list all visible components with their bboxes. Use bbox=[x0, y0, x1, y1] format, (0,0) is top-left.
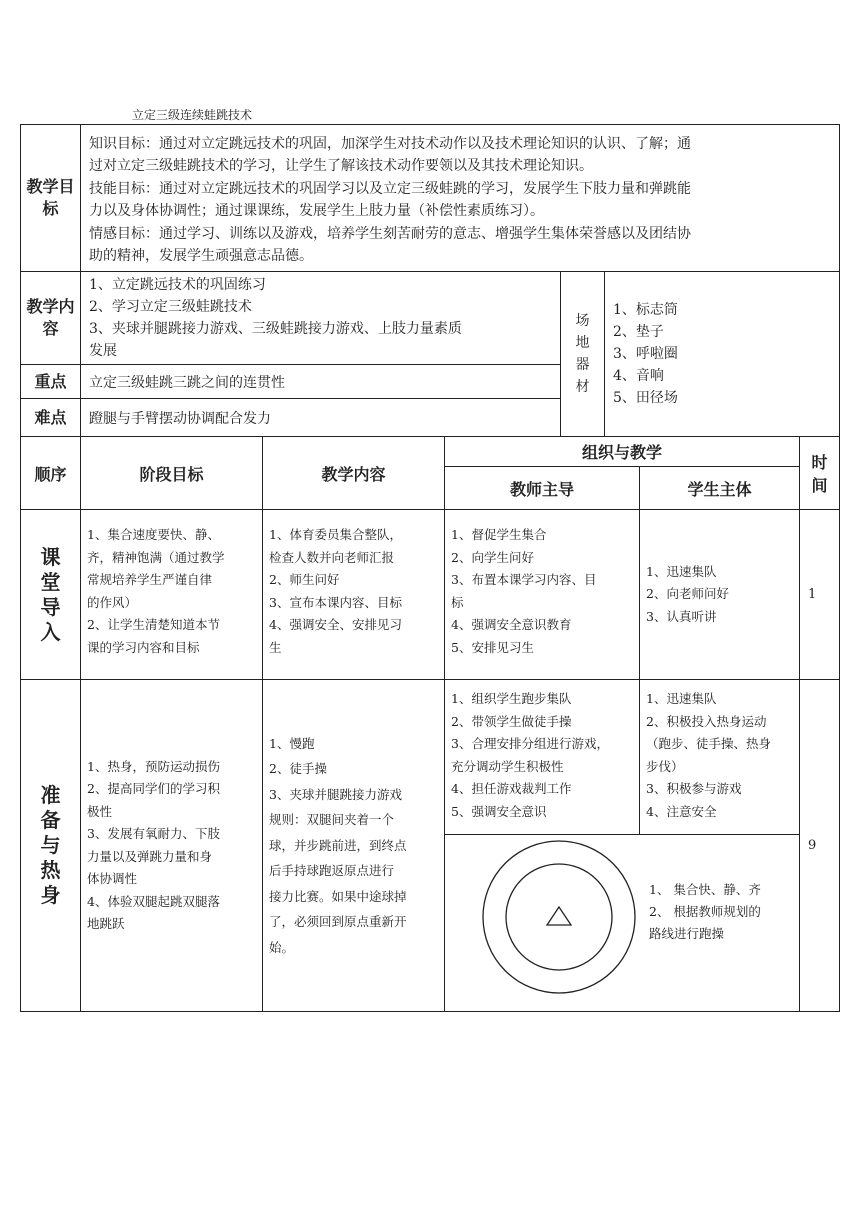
objectives-line: 助的精神，发展学生顽强意志品德。 bbox=[89, 248, 313, 265]
venue-equipment-list: 1、标志筒 2、垫子 3、呼啦圈 4、音响 5、田径场 bbox=[605, 272, 840, 437]
venue-label: 场 地 器 材 bbox=[561, 272, 605, 437]
objectives-line: 知识目标：通过对立定跳远技术的巩固，加深学生对技术动作以及技术理论知识的认识、了解；通 bbox=[89, 136, 691, 152]
intro-content: 1、体育委员集合整队， 检查人数并向老师汇报 2、师生问好 3、宣布本课内容、目标 4、强调安全、安排见习 生 bbox=[263, 510, 445, 680]
teacher-triangle-icon bbox=[547, 907, 571, 925]
intro-goal: 1、集合速度要快、静、 齐，精神饱满（通过教学 常规培养学生严谨自律 的作风） 2、让学生清楚知道本节 课的学习内容和目标 bbox=[81, 510, 263, 680]
warmup-student: 1、迅速集队 2、积极投入热身运动 （跑步、徒手操、热身 步伐） 3、积极参与游戏 4、注意安全 bbox=[640, 680, 800, 835]
objectives-line: 力以及身体协调性；通过课课练，发展学生上肢力量（补偿性素质练习）。 bbox=[89, 203, 544, 220]
key-point-text: 立定三级蛙跳三跳之间的连贯性 bbox=[81, 365, 561, 399]
header-student-centered: 学生主体 bbox=[640, 467, 800, 510]
intro-student: 1、迅速集队 2、向老师问好 3、认真听讲 bbox=[640, 510, 800, 680]
warmup-formation-diagram bbox=[445, 835, 800, 1012]
objectives-line: 过对立定三级蛙跳技术的学习，让学生了解该技术动作要领以及其技术理论知识。 bbox=[89, 158, 593, 175]
lesson-procedure-table bbox=[20, 436, 840, 1012]
objectives-text bbox=[81, 125, 840, 272]
header-organization: 组织与教学 bbox=[445, 437, 800, 467]
header-stage-goal: 阶段目标 bbox=[81, 437, 263, 510]
warmup-content: 1、慢跑 2、徒手操 3、夹球并腿跳接力游戏 规则：双腿间夹着一个 球，并步跳前进，到终点 后手持球跑返原点进行 接力比赛。如果中途球掉 了，必须回到原点重新开 始。 bbox=[263, 680, 445, 1012]
running-track-diagram bbox=[475, 835, 665, 1011]
objectives-line: 情感目标：通过学习、训练以及游戏，培养学生刻苦耐劳的意志、增强学生集体荣誉感以及团结协 bbox=[89, 225, 691, 242]
intro-time: 1 bbox=[800, 510, 840, 680]
warmup-time: 9 bbox=[800, 680, 840, 1012]
warmup-goal: 1、热身，预防运动损伤 2、提高同学们的学习积 极性 3、发展有氧耐力、下肢 力量以及弹跳力量和身 体协调性 4、体验双腿起跳双腿落 地跳跃 bbox=[81, 680, 263, 1012]
objectives-line: 技能目标：通过对立定跳远技术的巩固学习以及立定三级蛙跳的学习，发展学生下肢力量和弹跳能 bbox=[89, 180, 691, 197]
objectives-label: 教学目标 bbox=[21, 125, 81, 272]
stage-intro: 课 堂 导 入 bbox=[21, 510, 81, 680]
header-teacher-led: 教师主导 bbox=[445, 467, 640, 510]
inner-circle bbox=[506, 864, 612, 970]
content-label: 教学内容 bbox=[21, 272, 81, 365]
document-title: 立定三级连续蛙跳技术 bbox=[132, 108, 253, 122]
diagram-notes: 1、 集合快、静、齐 2、 根据教师规划的 路线进行跑操 bbox=[649, 882, 761, 941]
lesson-overview-table bbox=[20, 124, 840, 437]
difficulty-label: 难点 bbox=[21, 399, 81, 437]
intro-teacher: 1、督促学生集合 2、向学生问好 3、布置本课学习内容、目 标 4、强调安全意识教育 5、安排见习生 bbox=[445, 510, 640, 680]
difficulty-text: 蹬腿与手臂摆动协调配合发力 bbox=[81, 399, 561, 437]
content-list: 1、立定跳远技术的巩固练习 2、学习立定三级蛙跳技术 3、夹球并腿跳接力游戏、三级蛙跳接力游戏、上肢力量素质 发展 bbox=[81, 272, 561, 365]
stage-warmup: 准 备 与 热 身 bbox=[21, 680, 81, 1012]
warmup-teacher: 1、组织学生跑步集队 2、带领学生做徒手操 3、合理安排分组进行游戏， 充分调动学生积极性 4、担任游戏裁判工作 5、强调安全意识 bbox=[445, 680, 640, 835]
header-teaching-content: 教学内容 bbox=[263, 437, 445, 510]
key-point-label: 重点 bbox=[21, 365, 81, 399]
header-order: 顺序 bbox=[21, 437, 81, 510]
header-time: 时 间 bbox=[800, 437, 840, 510]
